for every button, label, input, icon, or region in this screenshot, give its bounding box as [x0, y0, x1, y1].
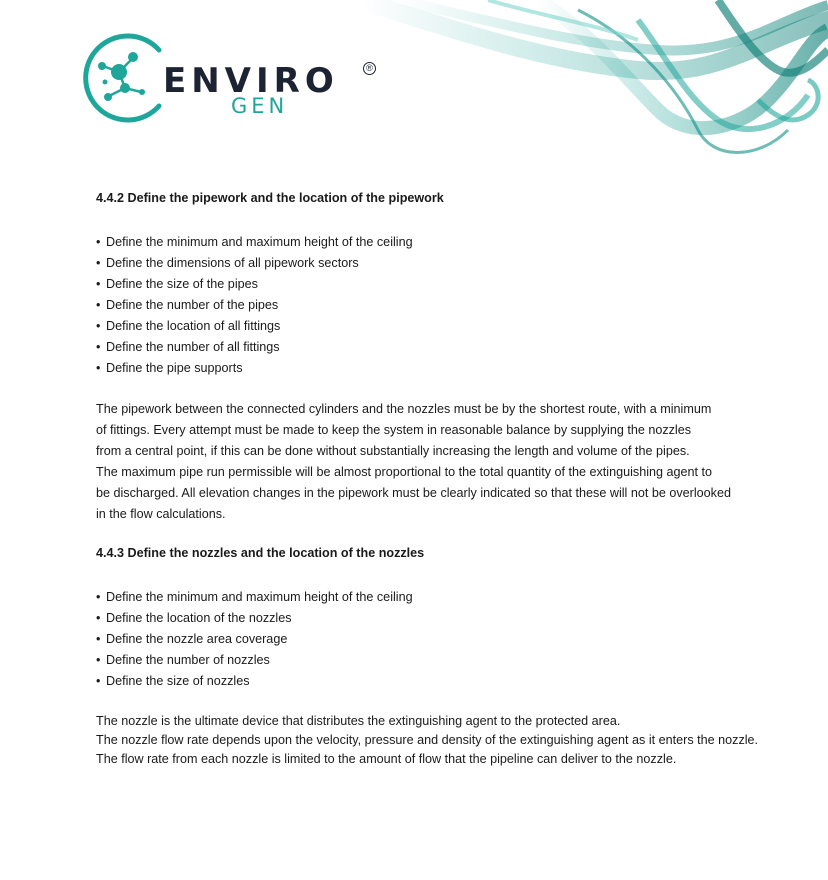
paragraph-line: The nozzle is the ultimate device that distributes the extinguishing agent to the protected area. [96, 714, 621, 728]
section-heading: 4.4.3 Define the nozzles and the location of the nozzles [96, 546, 425, 560]
paragraph [96, 712, 796, 769]
list-item: • Define the number of all fittings [96, 340, 280, 354]
paragraph [96, 399, 796, 525]
paragraph-line: from a central point, if this can be done without substantially increasing the length and volume of the pipes. [96, 444, 690, 458]
document-body [96, 190, 796, 769]
paragraph-line: The maximum pipe run permissible will be almost proportional to the total quantity of the extinguishing agent to [96, 465, 713, 479]
bullet-list [96, 587, 796, 692]
brand-name: ENVIRO [163, 61, 339, 101]
section-pipework [96, 190, 796, 525]
section-heading: 4.4.2 Define the pipework and the location of the pipework [96, 191, 444, 205]
molecule-icon [75, 30, 171, 126]
list-item: • Define the minimum and maximum height of the ceiling [96, 590, 413, 604]
list-item: • Define the size of the pipes [96, 277, 258, 291]
list-item: • Define the minimum and maximum height of the ceiling [96, 235, 413, 249]
paragraph-line: be discharged. All elevation changes in the pipework must be clearly indicated so that these will not be overlooked [96, 486, 731, 500]
section-nozzles [96, 545, 796, 769]
paragraph-line: of fittings. Every attempt must be made to keep the system in reasonable balance by supplying the nozzles [96, 423, 692, 437]
list-item: • Define the dimensions of all pipework sectors [96, 256, 359, 270]
bullet-list [96, 232, 796, 379]
list-item: • Define the number of the pipes [96, 298, 279, 312]
paragraph-line: The nozzle flow rate depends upon the velocity, pressure and density of the extinguishing agent as it enters the nozzle. [96, 733, 759, 747]
registered-mark: ® [363, 62, 376, 75]
brand-subtitle: GEN [231, 94, 289, 118]
list-item: • Define the number of nozzles [96, 653, 270, 667]
paragraph-line: in the flow calculations. [96, 507, 226, 521]
list-item: • Define the location of all fittings [96, 319, 281, 333]
envirogen-logo [75, 30, 385, 130]
list-item: • Define the location of the nozzles [96, 611, 292, 625]
paragraph-line: The flow rate from each nozzle is limited to the amount of flow that the pipeline can deliver to the nozzle. [96, 752, 677, 766]
list-item: • Define the nozzle area coverage [96, 632, 288, 646]
list-item: • Define the size of nozzles [96, 674, 250, 688]
list-item: • Define the pipe supports [96, 361, 243, 375]
paragraph-line: The pipework between the connected cylinders and the nozzles must be by the shortest route, with a minimum [96, 402, 712, 416]
smoke-decoration [338, 0, 828, 170]
